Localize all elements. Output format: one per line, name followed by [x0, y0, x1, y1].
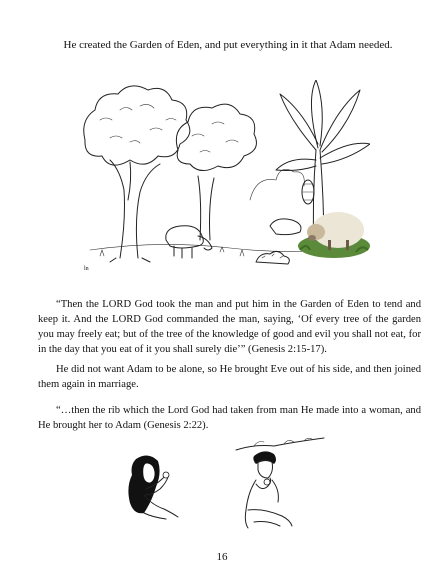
page-number: 16	[216, 551, 228, 563]
sheep-photo	[298, 212, 370, 258]
adam-illustration	[234, 436, 328, 530]
paragraph-3: “…then the rib which the Lord God had taken from man He made into a woman, and He brought her to Adam (Genesis 2:22).	[38, 405, 421, 431]
paragraph-1: “Then the LORD God took the man and put him in the Garden of Eden to tend and keep it. And the LORD God commanded the man, saying, ‘Of every tree of the garden you may freely eat; but of the tree of the knowledge of good and evil you shall not eat, for in the day that you eat of it you shall surely die’” (Genesis 2:15-17).	[38, 299, 421, 355]
intro-line: He created the Garden of Eden, and put everything in it that Adam needed.	[63, 39, 393, 51]
paragraph-2: He did not want Adam to be alone, so He brought Eve out of his side, and then joined them again in marriage.	[38, 364, 421, 390]
garden-illustration	[80, 80, 370, 275]
illustration-credit: ln	[84, 266, 89, 272]
eve-illustration	[122, 453, 184, 523]
